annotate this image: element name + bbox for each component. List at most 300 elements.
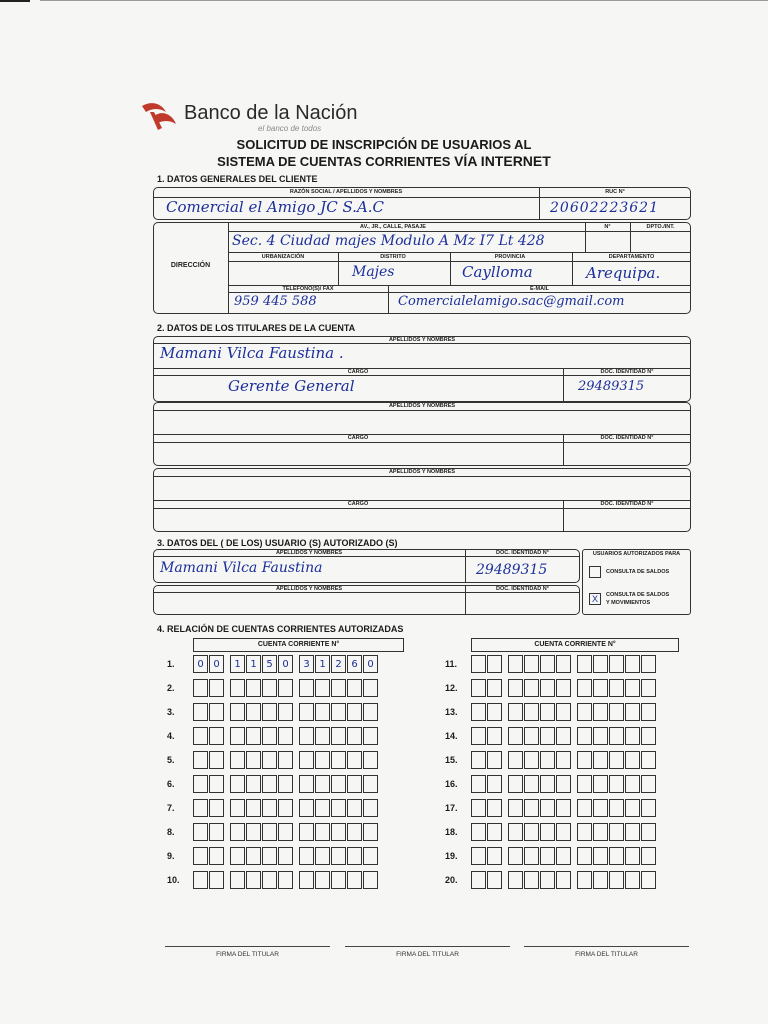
account-digit-cell[interactable] (246, 727, 261, 745)
account-digit-cell[interactable] (331, 775, 346, 793)
account-digit-cell[interactable] (540, 799, 555, 817)
account-digit-cell[interactable] (577, 679, 592, 697)
email-value[interactable]: Comercialelamigo.sac@gmail.com (398, 294, 625, 309)
account-digit-cell[interactable] (363, 679, 378, 697)
right-account-5-group-2 (508, 751, 572, 771)
account-digit-cell[interactable] (609, 871, 624, 889)
account-digit-cell[interactable] (262, 751, 277, 769)
account-digit-cell[interactable] (609, 655, 624, 673)
account-digit-cell[interactable] (487, 871, 502, 889)
consulta-movimientos-checkbox[interactable]: X (589, 593, 601, 605)
account-digit-cell[interactable] (315, 775, 330, 793)
scan-top-edge (40, 0, 768, 1)
account-digit-cell[interactable] (524, 679, 539, 697)
consulta-saldos-checkbox[interactable] (589, 566, 601, 578)
account-digit-cell[interactable] (193, 679, 208, 697)
account-digit-cell[interactable] (209, 847, 224, 865)
usuario1-doc[interactable]: 29489315 (476, 562, 548, 578)
account-digit-cell[interactable] (641, 823, 656, 841)
account-digit-cell[interactable] (577, 823, 592, 841)
account-digit-cell[interactable] (209, 679, 224, 697)
label-direccion: DIRECCIÓN (170, 262, 211, 269)
account-digit-cell[interactable] (193, 871, 208, 889)
account-digit-cell[interactable] (577, 775, 592, 793)
account-digit-cell[interactable] (230, 823, 245, 841)
account-digit-cell[interactable] (193, 823, 208, 841)
av-value[interactable]: Sec. 4 Ciudad majes Modulo A Mz I7 Lt 428 (232, 233, 545, 249)
right-account-1-group-3 (577, 655, 657, 675)
account-digit-cell[interactable]: 1 (315, 655, 330, 673)
account-digit-cell[interactable] (209, 799, 224, 817)
titular2-label-doc: DOC. IDENTIDAD N° (600, 435, 654, 441)
label-razon-social: RAZÓN SOCIAL / APELLIDOS Y NOMBRES (289, 189, 403, 195)
left-account-2-group-1 (193, 679, 225, 699)
account-digit-cell[interactable] (331, 679, 346, 697)
account-digit-cell[interactable] (315, 847, 330, 865)
account-digit-cell[interactable] (471, 727, 486, 745)
account-digit-cell[interactable] (641, 751, 656, 769)
account-digit-cell[interactable] (315, 799, 330, 817)
account-digit-cell[interactable] (315, 703, 330, 721)
titular3-cargo-line (153, 508, 691, 509)
right-account-number-9: 19. (445, 851, 458, 861)
account-digit-cell[interactable] (577, 727, 592, 745)
account-digit-cell[interactable] (315, 871, 330, 889)
account-digit-cell[interactable] (315, 679, 330, 697)
account-digit-cell[interactable] (508, 727, 523, 745)
account-digit-cell[interactable] (593, 823, 608, 841)
label-consulta-movimientos-2: Y MOVIMIENTOS (606, 600, 651, 606)
signature-label-2: FIRMA DEL TITULAR (396, 951, 459, 958)
section4-heading: 4. RELACIÓN DE CUENTAS CORRIENTES AUTORIZADAS (157, 624, 404, 634)
titular1-doc[interactable]: 29489315 (578, 379, 645, 394)
account-digit-cell[interactable] (299, 871, 314, 889)
account-digit-cell[interactable] (230, 775, 245, 793)
account-digit-cell[interactable] (471, 751, 486, 769)
account-digit-cell[interactable] (299, 727, 314, 745)
account-digit-cell[interactable] (556, 775, 571, 793)
account-digit-cell[interactable] (540, 727, 555, 745)
account-digit-cell[interactable] (524, 727, 539, 745)
account-digit-cell[interactable] (524, 751, 539, 769)
account-digit-cell[interactable] (331, 847, 346, 865)
account-digit-cell[interactable] (577, 847, 592, 865)
account-digit-cell[interactable] (262, 847, 277, 865)
account-digit-cell[interactable] (262, 727, 277, 745)
account-digit-cell[interactable] (540, 703, 555, 721)
account-digit-cell[interactable] (609, 679, 624, 697)
account-digit-cell[interactable] (524, 847, 539, 865)
account-digit-cell[interactable] (299, 847, 314, 865)
account-digit-cell[interactable] (540, 679, 555, 697)
account-digit-cell[interactable] (641, 703, 656, 721)
right-account-number-5: 15. (445, 755, 458, 765)
account-digit-cell[interactable] (209, 823, 224, 841)
account-digit-cell[interactable] (625, 823, 640, 841)
titular2-cargo-line (153, 442, 691, 443)
account-digit-cell[interactable] (278, 799, 293, 817)
account-digit-cell[interactable] (625, 751, 640, 769)
usuario1-nombre[interactable]: Mamani Vilca Faustina (160, 560, 323, 576)
account-digit-cell[interactable] (299, 799, 314, 817)
account-digit-cell[interactable] (625, 679, 640, 697)
distrito-value[interactable]: Majes (352, 264, 395, 280)
account-digit-cell[interactable] (556, 679, 571, 697)
razon-social-value[interactable]: Comercial el Amigo JC S.A.C (166, 198, 385, 216)
right-account-8-group-3 (577, 823, 657, 843)
account-digit-cell[interactable] (209, 751, 224, 769)
account-digit-cell[interactable] (193, 847, 208, 865)
label-dpto: DPTO./INT. (646, 224, 675, 230)
account-digit-cell[interactable] (577, 751, 592, 769)
titular2-label-cargo: CARGO (347, 435, 369, 441)
account-digit-cell[interactable] (540, 847, 555, 865)
form-title-line2-b: VÍA INTERNET (454, 153, 551, 169)
right-account-number-2: 12. (445, 683, 458, 693)
account-digit-cell[interactable] (347, 703, 362, 721)
account-digit-cell[interactable] (230, 799, 245, 817)
account-digit-cell[interactable] (625, 799, 640, 817)
account-digit-cell[interactable] (487, 751, 502, 769)
account-digit-cell[interactable] (540, 775, 555, 793)
account-digit-cell[interactable] (524, 703, 539, 721)
account-digit-cell[interactable] (347, 775, 362, 793)
account-digit-cell[interactable] (363, 823, 378, 841)
account-digit-cell[interactable] (299, 703, 314, 721)
account-digit-cell[interactable] (593, 727, 608, 745)
account-digit-cell[interactable] (262, 823, 277, 841)
right-account-4-group-3 (577, 727, 657, 747)
left-account-10-group-3 (299, 871, 379, 891)
account-digit-cell[interactable] (262, 799, 277, 817)
account-digit-cell[interactable] (508, 751, 523, 769)
titular3-label-apellidos: APELLIDOS Y NOMBRES (388, 469, 456, 475)
right-account-10-group-2 (508, 871, 572, 891)
account-digit-cell[interactable] (540, 655, 555, 673)
titular1-cargo-line (153, 375, 691, 376)
account-digit-cell[interactable] (577, 703, 592, 721)
account-digit-cell[interactable] (471, 679, 486, 697)
account-digit-cell[interactable] (246, 775, 261, 793)
account-digit-cell[interactable] (609, 727, 624, 745)
usuario1-label-apellidos: APELLIDOS Y NOMBRES (275, 550, 343, 556)
account-digit-cell[interactable]: 2 (331, 655, 346, 673)
account-digit-cell[interactable] (625, 871, 640, 889)
account-digit-cell[interactable] (641, 799, 656, 817)
account-digit-cell[interactable] (609, 847, 624, 865)
account-digit-cell[interactable] (278, 871, 293, 889)
titular1-cargo[interactable]: Gerente General (228, 377, 355, 395)
direccion-label-divider (228, 222, 229, 314)
departamento-value[interactable]: Arequipa. (586, 264, 661, 282)
account-digit-cell[interactable] (609, 751, 624, 769)
account-digit-cell[interactable] (246, 679, 261, 697)
right-account-1-group-2 (508, 655, 572, 675)
left-account-1-group-1 (193, 655, 225, 675)
account-digit-cell[interactable] (278, 775, 293, 793)
right-account-8-group-2 (508, 823, 572, 843)
account-digit-cell[interactable] (347, 799, 362, 817)
label-n: N° (604, 224, 611, 230)
account-digit-cell[interactable]: 1 (246, 655, 261, 673)
account-digit-cell[interactable] (347, 823, 362, 841)
account-digit-cell[interactable] (593, 847, 608, 865)
account-digit-cell[interactable] (609, 775, 624, 793)
account-digit-cell[interactable]: 0 (193, 655, 208, 673)
account-digit-cell[interactable] (347, 847, 362, 865)
account-digit-cell[interactable] (471, 775, 486, 793)
left-account-2-group-2 (230, 679, 294, 699)
account-digit-cell[interactable] (209, 703, 224, 721)
account-digit-cell[interactable] (246, 703, 261, 721)
account-digit-cell[interactable] (556, 727, 571, 745)
account-digit-cell[interactable] (299, 775, 314, 793)
account-digit-cell[interactable] (487, 799, 502, 817)
account-digit-cell[interactable] (609, 703, 624, 721)
right-account-2-group-1 (471, 679, 503, 699)
account-digit-cell[interactable] (593, 703, 608, 721)
account-digit-cell[interactable] (556, 703, 571, 721)
right-account-4-group-2 (508, 727, 572, 747)
left-account-8-group-2 (230, 823, 294, 843)
account-digit-cell[interactable] (278, 823, 293, 841)
left-account-3-group-3 (299, 703, 379, 723)
account-digit-cell[interactable] (487, 775, 502, 793)
account-digit-cell[interactable] (625, 727, 640, 745)
account-digit-cell[interactable] (556, 847, 571, 865)
label-telefono: TELÉFONO(S)/ FAX (282, 286, 334, 292)
account-digit-cell[interactable] (508, 847, 523, 865)
account-digit-cell[interactable] (193, 703, 208, 721)
account-digit-cell[interactable] (508, 871, 523, 889)
account-digit-cell[interactable] (487, 703, 502, 721)
account-digit-cell[interactable] (315, 823, 330, 841)
account-digit-cell[interactable] (331, 751, 346, 769)
account-digit-cell[interactable] (593, 751, 608, 769)
account-digit-cell[interactable] (487, 679, 502, 697)
account-digit-cell[interactable] (641, 775, 656, 793)
account-digit-cell[interactable] (540, 823, 555, 841)
left-account-3-group-1 (193, 703, 225, 723)
right-account-5-group-1 (471, 751, 503, 771)
account-digit-cell[interactable] (556, 751, 571, 769)
account-digit-cell[interactable] (471, 799, 486, 817)
account-digit-cell[interactable] (540, 871, 555, 889)
account-digit-cell[interactable] (593, 871, 608, 889)
account-digit-cell[interactable] (625, 655, 640, 673)
signature-line-2 (345, 946, 510, 947)
account-digit-cell[interactable] (299, 679, 314, 697)
account-digit-cell[interactable] (262, 775, 277, 793)
account-digit-cell[interactable] (246, 751, 261, 769)
titular3-label-cargo: CARGO (347, 501, 369, 507)
account-digit-cell[interactable] (331, 727, 346, 745)
account-digit-cell[interactable] (641, 655, 656, 673)
account-digit-cell[interactable] (315, 751, 330, 769)
titular1-label-doc: DOC. IDENTIDAD N° (600, 369, 654, 375)
label-departamento: DEPARTAMENTO (608, 254, 655, 260)
account-digit-cell[interactable] (577, 799, 592, 817)
right-account-number-1: 11. (445, 659, 458, 669)
account-digit-cell[interactable]: 6 (347, 655, 362, 673)
label-email: E-MAIL (530, 286, 549, 292)
account-digit-cell[interactable] (508, 775, 523, 793)
account-digit-cell[interactable] (556, 799, 571, 817)
signature-label-3: FIRMA DEL TITULAR (575, 951, 638, 958)
account-digit-cell[interactable] (641, 727, 656, 745)
account-digit-cell[interactable] (524, 775, 539, 793)
account-digit-cell[interactable] (524, 655, 539, 673)
account-digit-cell[interactable] (471, 871, 486, 889)
account-digit-cell[interactable] (641, 679, 656, 697)
account-digit-cell[interactable]: 1 (230, 655, 245, 673)
account-digit-cell[interactable] (193, 799, 208, 817)
account-digit-cell[interactable] (487, 655, 502, 673)
account-digit-cell[interactable] (524, 799, 539, 817)
account-digit-cell[interactable] (577, 871, 592, 889)
account-digit-cell[interactable] (363, 727, 378, 745)
left-account-number-2: 2. (167, 683, 175, 693)
account-digit-cell[interactable] (209, 727, 224, 745)
account-digit-cell[interactable] (230, 679, 245, 697)
left-account-number-1: 1. (167, 659, 175, 669)
scan-corner-mark (0, 0, 30, 2)
account-digit-cell[interactable] (540, 751, 555, 769)
account-digit-cell[interactable] (593, 655, 608, 673)
left-account-7-group-3 (299, 799, 379, 819)
account-digit-cell[interactable] (471, 847, 486, 865)
account-digit-cell[interactable]: 3 (299, 655, 314, 673)
account-digit-cell[interactable] (347, 871, 362, 889)
account-digit-cell[interactable] (331, 799, 346, 817)
account-digit-cell[interactable] (246, 847, 261, 865)
account-digit-cell[interactable] (641, 847, 656, 865)
account-digit-cell[interactable] (299, 751, 314, 769)
account-digit-cell[interactable] (609, 823, 624, 841)
account-digit-cell[interactable] (471, 823, 486, 841)
account-digit-cell[interactable]: 5 (262, 655, 277, 673)
account-digit-cell[interactable] (593, 775, 608, 793)
account-digit-cell[interactable] (593, 799, 608, 817)
label-distrito: DISTRITO (380, 254, 406, 260)
account-digit-cell[interactable] (508, 799, 523, 817)
account-digit-cell[interactable]: 0 (278, 655, 293, 673)
left-account-number-8: 8. (167, 827, 175, 837)
account-digit-cell[interactable] (625, 775, 640, 793)
provincia-value[interactable]: Caylloma (462, 263, 533, 281)
account-digit-cell[interactable] (508, 679, 523, 697)
account-digit-cell[interactable] (246, 823, 261, 841)
usuario2-label-apellidos: APELLIDOS Y NOMBRES (275, 586, 343, 592)
left-account-4-group-3 (299, 727, 379, 747)
left-account-7-group-1 (193, 799, 225, 819)
account-digit-cell[interactable] (278, 847, 293, 865)
account-digit-cell[interactable] (556, 823, 571, 841)
right-account-1-group-1 (471, 655, 503, 675)
account-digit-cell[interactable] (246, 799, 261, 817)
account-digit-cell[interactable] (230, 751, 245, 769)
account-digit-cell[interactable] (641, 871, 656, 889)
account-digit-cell[interactable] (593, 679, 608, 697)
account-digit-cell[interactable] (508, 703, 523, 721)
account-digit-cell[interactable] (262, 703, 277, 721)
account-digit-cell[interactable] (278, 751, 293, 769)
account-digit-cell[interactable] (363, 775, 378, 793)
account-digit-cell[interactable] (331, 823, 346, 841)
account-digit-cell[interactable] (230, 703, 245, 721)
account-digit-cell[interactable] (577, 655, 592, 673)
right-account-number-8: 18. (445, 827, 458, 837)
account-digit-cell[interactable] (193, 775, 208, 793)
account-digit-cell[interactable] (363, 799, 378, 817)
account-digit-cell[interactable] (209, 871, 224, 889)
account-digit-cell[interactable] (471, 655, 486, 673)
account-digit-cell[interactable] (299, 823, 314, 841)
account-digit-cell[interactable] (230, 847, 245, 865)
telefono-value[interactable]: 959 445 588 (234, 294, 317, 309)
account-digit-cell[interactable] (262, 871, 277, 889)
account-digit-cell[interactable] (278, 727, 293, 745)
account-digit-cell[interactable] (230, 871, 245, 889)
account-digit-cell[interactable] (363, 751, 378, 769)
account-digit-cell[interactable] (193, 727, 208, 745)
account-digit-cell[interactable] (331, 703, 346, 721)
titular1-nombre[interactable]: Mamani Vilca Faustina . (160, 344, 344, 362)
account-digit-cell[interactable] (487, 823, 502, 841)
account-digit-cell[interactable] (609, 799, 624, 817)
account-digit-cell[interactable] (193, 751, 208, 769)
left-account-1-group-3 (299, 655, 379, 675)
account-digit-cell[interactable] (363, 871, 378, 889)
titular2-label-apellidos: APELLIDOS Y NOMBRES (388, 403, 456, 409)
account-digit-cell[interactable] (230, 727, 245, 745)
right-account-3-group-2 (508, 703, 572, 723)
account-digit-cell[interactable] (487, 847, 502, 865)
account-digit-cell[interactable] (315, 727, 330, 745)
account-digit-cell[interactable]: 0 (209, 655, 224, 673)
account-digit-cell[interactable] (331, 871, 346, 889)
account-digit-cell[interactable] (209, 775, 224, 793)
account-digit-cell[interactable] (246, 871, 261, 889)
form-title-line2-a: SISTEMA DE CUENTAS CORRIENTES (217, 154, 451, 169)
right-account-9-group-1 (471, 847, 503, 867)
account-digit-cell[interactable] (347, 727, 362, 745)
form-title-line2 (0, 153, 768, 169)
account-digit-cell[interactable] (278, 703, 293, 721)
account-digit-cell[interactable] (524, 871, 539, 889)
account-digit-cell[interactable] (363, 847, 378, 865)
account-digit-cell[interactable] (487, 727, 502, 745)
account-digit-cell[interactable] (347, 679, 362, 697)
ruc-value[interactable]: 20602223621 (550, 200, 659, 216)
account-digit-cell[interactable] (625, 703, 640, 721)
account-digit-cell[interactable] (471, 703, 486, 721)
account-digit-cell[interactable] (556, 871, 571, 889)
account-digit-cell[interactable] (625, 847, 640, 865)
account-digit-cell[interactable]: 0 (363, 655, 378, 673)
titular3-label-doc: DOC. IDENTIDAD N° (600, 501, 654, 507)
account-digit-cell[interactable] (347, 751, 362, 769)
account-digit-cell[interactable] (262, 679, 277, 697)
left-account-6-group-1 (193, 775, 225, 795)
account-digit-cell[interactable] (278, 679, 293, 697)
signature-line-1 (165, 946, 330, 947)
account-digit-cell[interactable] (508, 655, 523, 673)
account-digit-cell[interactable] (524, 823, 539, 841)
account-digit-cell[interactable] (508, 823, 523, 841)
account-digit-cell[interactable] (556, 655, 571, 673)
account-digit-cell[interactable] (363, 703, 378, 721)
